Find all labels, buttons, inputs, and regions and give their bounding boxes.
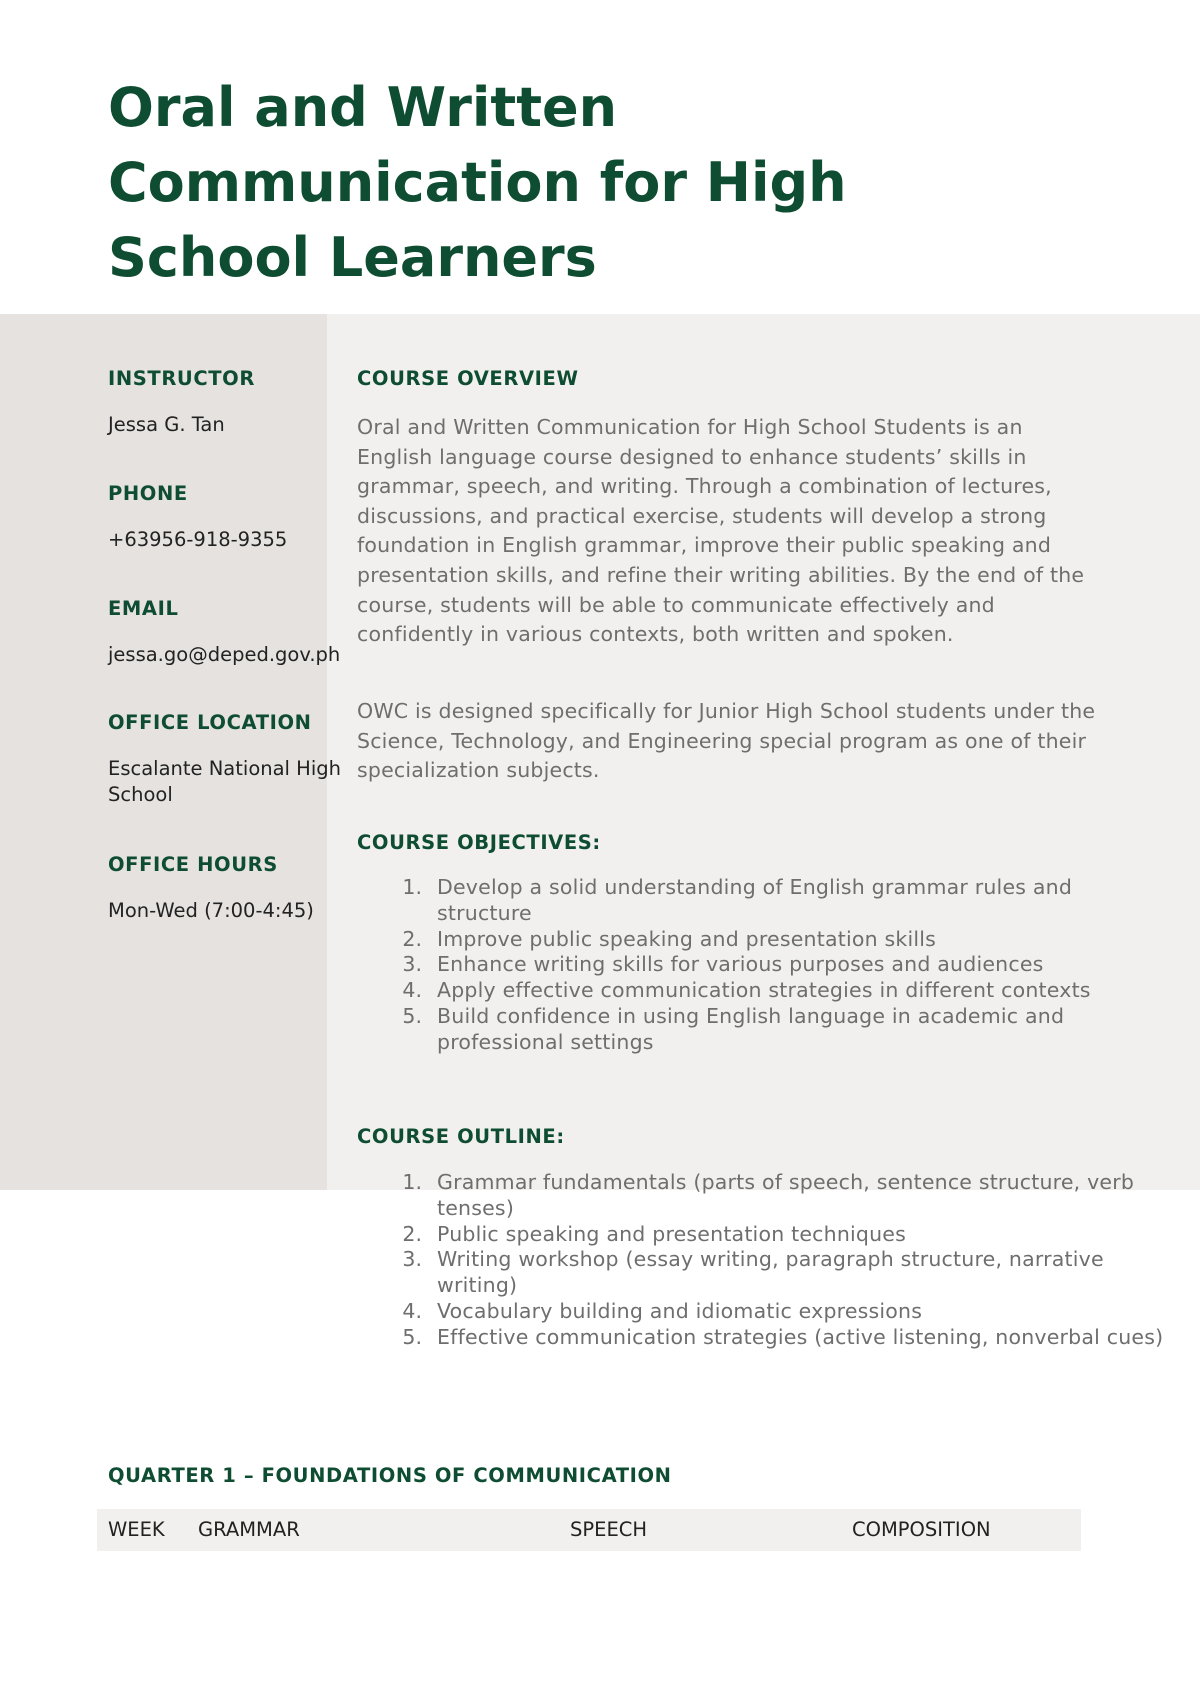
list-item: 4. Vocabulary building and idiomatic expressions [429,1299,1169,1325]
email-label: EMAIL [108,597,179,620]
list-item: 3. Writing workshop (essay writing, paragraph structure, narrative writing) [429,1247,1169,1299]
course-overview-paragraph: Oral and Written Communication for High School Students is an English language course designed to enhance students’ skills in grammar, speech, and writing. Through a combination of lectures, discussions, and practical exercise, students will develop a strong foundation in English grammar, improve their public speaking and presentation skills, and refine their writing abilities. By the end of the course, students will be able to communicate effectively and confidently in various contexts, both written and spoken. [357,415,1085,647]
list-item: 2. Improve public speaking and presentation skills [429,927,1169,953]
course-outline-list [357,1170,1169,1351]
office-hours: Mon-Wed (7:00-4:45) [108,899,314,922]
list-item: 1. Grammar fundamentals (parts of speech, sentence structure, verb tenses) [429,1170,1169,1222]
column-header-speech: SPEECH [570,1518,648,1541]
office-location: Escalante National High School [108,757,341,806]
quarter-1-heading: QUARTER 1 – FOUNDATIONS OF COMMUNICATION [108,1464,672,1487]
course-objectives-heading: COURSE OBJECTIVES: [357,831,601,854]
document-title: Oral and Written Communication for High School Learners [108,76,847,289]
column-header-grammar: GRAMMAR [198,1518,300,1541]
course-objectives-list [357,875,1169,1056]
instructor-label: INSTRUCTOR [108,367,255,390]
list-item: 4. Apply effective communication strategies in different contexts [429,978,1169,1004]
list-item: 5. Build confidence in using English language in academic and professional settings [429,1004,1169,1056]
list-item: 1. Develop a solid understanding of English grammar rules and structure [429,875,1169,927]
office-location-label: OFFICE LOCATION [108,711,312,734]
column-header-composition: COMPOSITION [852,1518,991,1541]
phone-number: +63956-918-9355 [108,528,288,551]
office-hours-label: OFFICE HOURS [108,853,278,876]
instructor-name: Jessa G. Tan [108,413,225,436]
sidebar-panel [0,314,327,1190]
list-item: 3. Enhance writing skills for various purposes and audiences [429,952,1169,978]
list-item: 5. Effective communication strategies (active listening, nonverbal cues) [429,1325,1169,1351]
phone-label: PHONE [108,482,188,505]
column-header-week: WEEK [108,1518,165,1541]
quarter-1-table-header [97,1509,1081,1551]
course-outline-heading: COURSE OUTLINE: [357,1125,565,1148]
course-overview-paragraph: OWC is designed specifically for Junior High School students under the Science, Technology, and Engineering special program as one of their specialization subjects. [357,699,1096,783]
list-item: 2. Public speaking and presentation techniques [429,1222,1169,1248]
email-address: jessa.go@deped.gov.ph [108,643,341,666]
course-overview-heading: COURSE OVERVIEW [357,367,579,390]
